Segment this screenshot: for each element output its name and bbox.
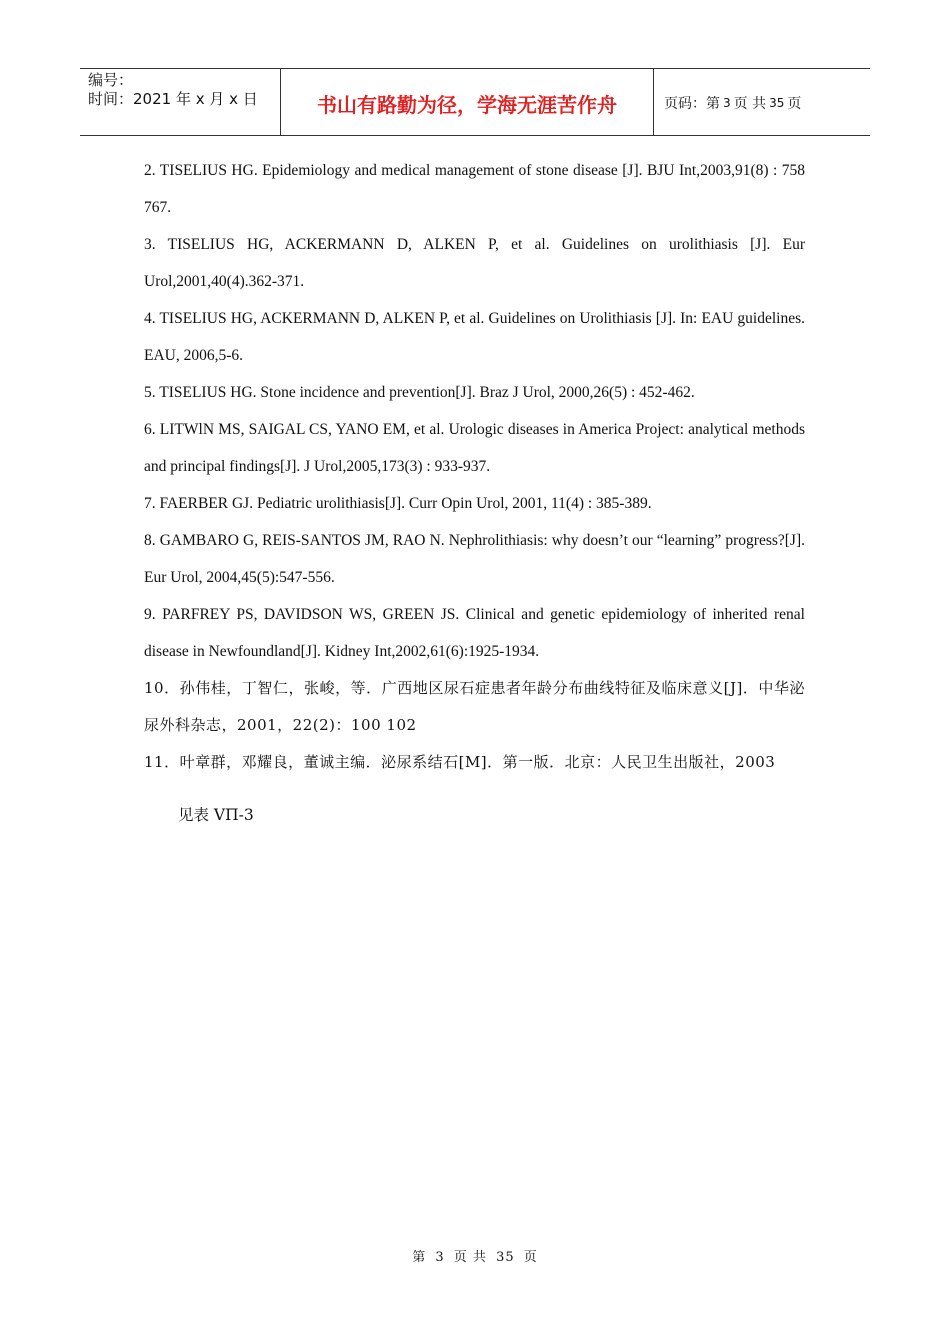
reference-item: 7. FAERBER GJ. Pediatric urolithiasis[J]. Curr Opin Urol, 2001, 11(4) : 385-389. [144,495,652,512]
reference-item: 2. TISELIUS HG. Epidemiology and medical management of stone disease [J]. BJU Int,2003,91(8) : 758 767. [144,162,805,216]
footer-page-total: 35 [496,1250,515,1265]
page-footer [0,1246,950,1265]
reference-item: 9. PARFREY PS, DAVIDSON WS, GREEN JS. Clinical and genetic epidemiology of inherited renal disease in Newfoundland[J]. Kidney Int,2002,61(6):1925-1934. [144,606,805,660]
reference-item: 10．孙伟桂，丁智仁，张峻，等．广西地区尿石症患者年龄分布曲线特征及临床意义[J]．中华泌尿外科杂志，2001，22(2)：100 102 [144,679,805,734]
footer-suffix: 页 [523,1250,538,1265]
footer-mid: 页 共 [453,1250,487,1265]
header-page-total: 35 [769,96,785,110]
reference-list [144,152,805,781]
footer-prefix: 第 [412,1250,427,1265]
reference-item: 8. GAMBARO G, REIS-SANTOS JM, RAO N. Nephrolithiasis: why doesn’t our “learning” progress?[J]. Eur Urol, 2004,45(5):547-556. [144,532,805,586]
reference-item: 11．叶章群，邓耀良，董诚主编．泌尿系结石[M]．第一版．北京：人民卫生出版社，2003 [144,753,776,771]
header-page-mid: 页 共 [733,96,767,112]
reference-item: 4. TISELIUS HG, ACKERMANN D, ALKEN P, et al. Guidelines on Urolithiasis [J]. In: EAU guidelines. EAU, 2006,5-6. [144,310,805,364]
reference-item: 6. LITWlN MS, SAIGAL CS, YANO EM, et al. Urologic diseases in America Project: analytical methods and principal findings[J]. J Urol,2005,173(3) : 933-937. [144,421,805,475]
header-page-prefix: 页码：第 [664,96,720,112]
header-motto: 书山有路勤为径，学海无涯苦作舟 [281,69,654,135]
header-meta [80,69,281,135]
page-header [80,68,870,136]
reference-item: 5. TISELIUS HG. Stone incidence and prevention[J]. Braz J Urol, 2000,26(5) : 452-462. [144,384,695,401]
header-page-info [654,69,870,135]
document-number-label: 编号： [88,71,134,89]
see-table-note: 见表 VΠ-3 [178,806,254,824]
reference-item: 3. TISELIUS HG, ACKERMANN D, ALKEN P, et al. Guidelines on urolithiasis [J]. Eur Urol,2001,40(4).362-371. [144,236,805,290]
header-page-suffix: 页 [787,96,802,112]
footer-page-number: 3 [435,1250,445,1265]
document-date: 时间：2021 年 x 月 x 日 [88,90,258,108]
header-page-number: 3 [723,96,731,110]
